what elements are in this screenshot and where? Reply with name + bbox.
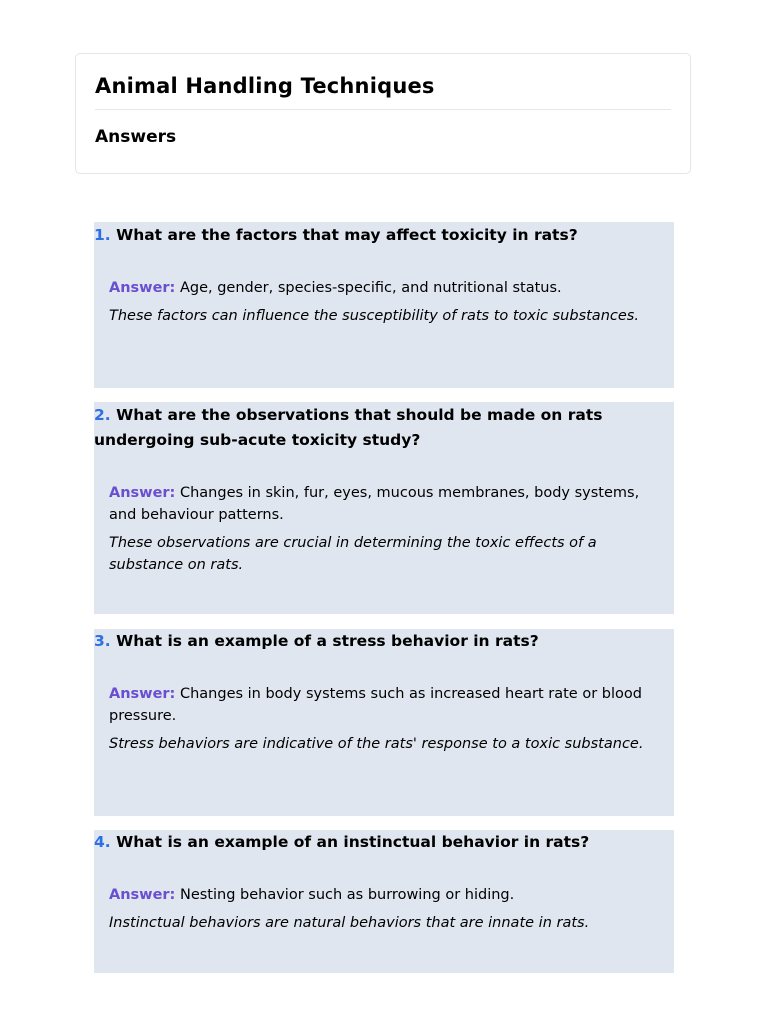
answer-3 [109, 683, 660, 727]
question-1 [94, 223, 674, 248]
answer-4 [109, 884, 660, 906]
answer-block-4 [109, 884, 660, 934]
question-number: 4. [94, 833, 111, 851]
answer-label: Answer: [109, 686, 176, 702]
qa-card-3 [94, 629, 674, 816]
header-divider [95, 109, 671, 110]
question-number: 1. [94, 226, 111, 244]
question-4 [94, 830, 674, 855]
answer-label: Answer: [109, 887, 176, 903]
question-2 [94, 403, 674, 453]
question-text: What is an example of a stress behavior in rats? [116, 632, 539, 650]
answer-block-3 [109, 683, 660, 755]
explanation-4: Instinctual behaviors are natural behaviors that are innate in rats. [109, 915, 590, 931]
question-3 [94, 629, 674, 654]
answer-1 [109, 277, 660, 299]
answer-label: Answer: [109, 280, 176, 296]
question-text: What are the factors that may affect toxicity in rats? [116, 226, 578, 244]
answer-text: Age, gender, species-specific, and nutritional status. [179, 280, 562, 296]
answer-label: Answer: [109, 485, 176, 501]
qa-card-4 [94, 830, 674, 973]
explanation-1: These factors can influence the susceptibility of rats to toxic substances. [109, 308, 639, 324]
qa-card-1 [94, 222, 674, 388]
question-number: 2. [94, 406, 111, 424]
page-subtitle: Answers [95, 127, 177, 147]
answer-text: Changes in body systems such as increased heart rate or blood pressure. [109, 686, 642, 724]
explanation-2: These observations are crucial in determining the toxic effects of a substance on rats. [109, 535, 597, 573]
question-text: What is an example of an instinctual behavior in rats? [116, 833, 590, 851]
qa-card-2 [94, 402, 674, 614]
answer-text: Nesting behavior such as burrowing or hiding. [179, 887, 515, 903]
question-number: 3. [94, 632, 111, 650]
header-card [75, 53, 691, 174]
answer-text: Changes in skin, fur, eyes, mucous membranes, body systems, and behaviour patterns. [109, 485, 640, 523]
answer-block-2 [109, 482, 660, 576]
page-title: Animal Handling Techniques [95, 74, 435, 98]
question-text: What are the observations that should be made on rats undergoing sub-acute toxicity study? [94, 406, 603, 449]
answer-block-1 [109, 277, 660, 327]
answer-2 [109, 482, 660, 526]
explanation-3: Stress behaviors are indicative of the rats' response to a toxic substance. [109, 736, 644, 752]
